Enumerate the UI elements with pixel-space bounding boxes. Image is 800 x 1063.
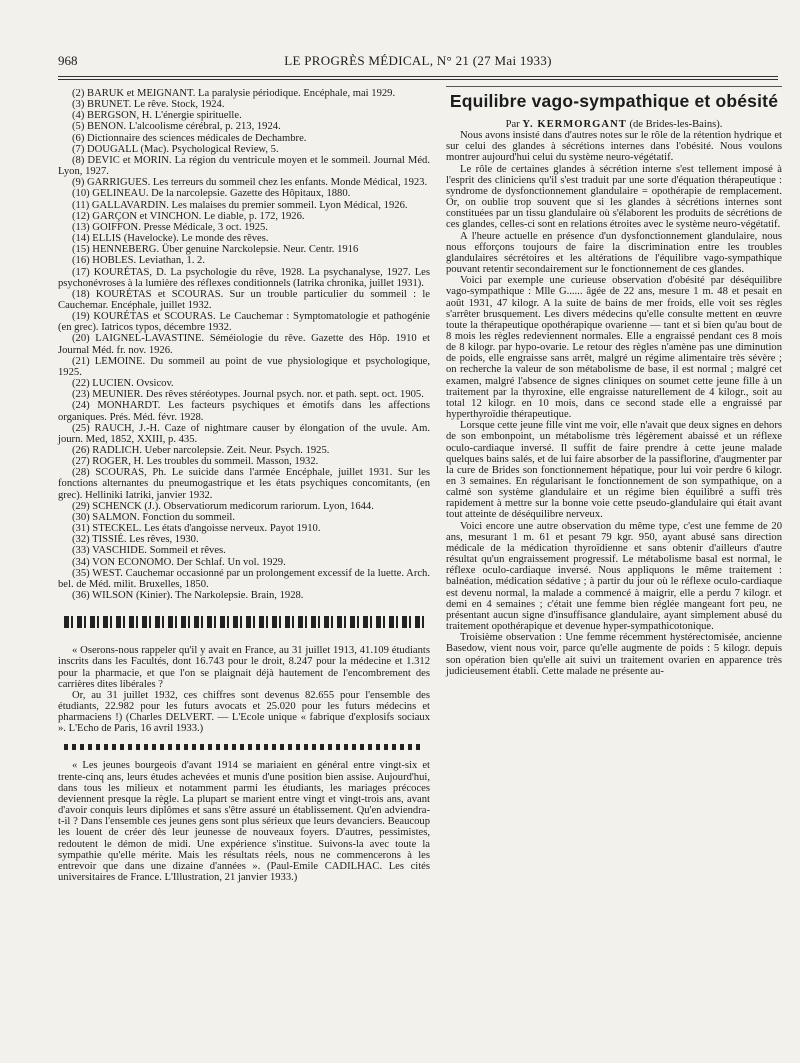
right-column — [446, 91, 782, 677]
reference-item: (25) RAUCH, J.-H. Caze of nightmare causer by élongation of the uvule. Am. journ. Med, 1852, XXIII, p. 435. — [58, 422, 430, 445]
reference-item: (14) ELLIS (Havelocke). Le monde des rêves. — [72, 233, 269, 245]
reference-item: (26) RADLICH. Ueber narcolepsie. Zeit. Neur. Psych. 1925. — [72, 445, 330, 456]
article-body — [446, 130, 782, 677]
reference-item: (11) GALLAVARDIN. Les malaises du premier sommeil. Lyon Médical, 1926. — [72, 199, 408, 211]
reference-item: (4) BERGSON, H. L'énergie spirituelle. — [72, 110, 242, 122]
reference-list — [58, 88, 430, 601]
reference-item: (12) GARÇON et VINCHON. Le diable, p. 172, 1926. — [72, 210, 305, 222]
byline — [446, 119, 782, 130]
running-title: LE PROGRÈS MÉDICAL, N° 21 (27 Mai 1933) — [284, 53, 552, 68]
article-author: Y. KERMORGANT — [522, 119, 627, 130]
page-number: 968 — [58, 53, 78, 68]
reference-item: (21) LEMOINE. Du sommeil au point de vue physiologique et psychologique, 1925. — [58, 355, 430, 378]
reference-item: (29) SCHENCK (J.). Observatiorum medicorum rariorum. Lyon, 1644. — [72, 500, 374, 512]
header-rule-double — [58, 79, 778, 80]
reference-item: (36) WILSON (Kinier). The Narkolepsie. Brain, 1928. — [72, 590, 304, 602]
reference-item: (9) GARRIGUES. Les terreurs du sommeil chez les enfants. Monde Médical, 1923. — [72, 177, 428, 189]
reference-item: (2) BARUK et MEIGNANT. La paralysie périodique. Encéphale, mai 1929. — [72, 88, 396, 99]
article-paragraph: Le rôle de certaines glandes à sécrétion interne s'est tellement imposé à l'esprit des cliniciens qu'il s'est traduit par une sorte d'équation thérapeutique : syndrome de dysfonctionnement glandulaire = opothérapie de remplacement. Or, on oublie trop souvent que si les glandes à sécrétions internes sont constituées par un tissu glandulaire où s'élaborent les produits de sécrétions de ces glandes, celles-ci sont en relations étroites avec le système neuro-végétatif. — [446, 163, 782, 231]
reference-item: (3) BRUNET. Le rêve. Stock, 1924. — [72, 99, 225, 111]
quote-delvert — [58, 645, 430, 734]
author-affiliation: (de Brides-les-Bains). — [629, 119, 723, 130]
reference-item: (34) VON ECONOMO. Der Schlaf. Un vol. 1929. — [72, 556, 286, 568]
reference-item: (20) LAIGNEL-LAVASTINE. Séméiologie du rêve. Gazette des Hôp. 1910 et Journal Méd. fr. nov. 1926. — [58, 333, 430, 356]
reference-item: (33) VASCHIDE. Sommeil et rêves. — [72, 545, 226, 557]
reference-item: (6) Dictionnaire des sciences médicales de Dechambre. — [72, 132, 307, 144]
reference-item: (31) STECKEL. Les états d'angoisse nerveux. Payot 1910. — [72, 523, 321, 535]
article-top-rule — [446, 86, 782, 87]
quote-cadilhac: « Les jeunes bourgeois d'avant 1914 se mariaient en général entre vingt-six et trente-cinq ans, leurs études achevées et munis d'une position bien assise. Aujourd'hui, dans tous les milieux et notamment parmi les étudiants, les mariages précoces deviennent presque la règle. La plupart se marient entre vingt et vingt-trois ans, avant d'avoir conquis leurs diplômes et sans s'être assuré un établissement. Qu'en adviendra-t-il ? Dans l'ensemble ces jeunes gens sont plus sérieux que leurs devanciers. Beaucoup les louent de créer dès leur jeunesse de nouveaux foyers. D'autres, pessimistes, redoutent le démon de midi. Une expérience s'institue. Suivons-la avec toute la sympathie qu'elle mérite. Mais les résultats réels, nous ne commencerons à les entrevoir que dans une dizaine d'années ». (Paul-Emile CADILHAC. Les cités universitaires de France. L'Illustration, 21 janvier 1933.) — [58, 760, 430, 883]
reference-item: (15) HENNEBERG. Über genuine Narckolepsie. Neur. Centr. 1916 — [72, 244, 359, 256]
article-paragraph: A l'heure actuelle en présence d'un dysfonctionnement glandulaire, nous nous efforçons toujours de faire la discrimination entre les troubles glandulaires sécrétoires et les altérations de l'équilibre vago-sympathique pouvant retentir secondairement sur le fonctionnement de ces glandes. — [446, 230, 782, 276]
reference-item: (8) DEVIC et MORIN. La région du ventricule moyen et le sommeil. Journal Méd. Lyon, 1927. — [58, 154, 430, 178]
header-rule — [58, 76, 778, 77]
article-paragraph: Troisième observation : Une femme récemment hystérectomisée, ancienne Basedow, vient nous voir, parce qu'elle augmente de poids : 5 kilogr. depuis son opération bien qu'elle ait suivi un traitement ovarien en apparence très judicieusement établi. Cette malade ne présente au- — [446, 632, 782, 677]
byline-prefix: Par — [505, 119, 520, 130]
article-paragraph: Voici encore une autre observation du même type, c'est une femme de 20 ans, mesurant 1 m. 61 et pesant 79 kgr. 950, ayant abusé sans direction médicale de la médication thyroïdienne et sans obtenir d'ailleurs d'autre résultat qu'un engraissement progressif. Le métabolisme basal est normal, le réflexe oculo-cardiaque inversé. Nous appliquons le même traitement : balnéation, médication sédative ; à partir du jour où le réflexe oculo-cardiaque est devenu normal, la malade a commencé à maigrir, elle a perdu 7 kilogr. et demi en 4 semaines ; c'était une femme bien réglée mangeant fort peu, ne présentant aucun signe d'insuffisance glandulaire, ayant simplement abusé du traitement opothérapique et devenue hyper-sympathicotonique. — [446, 520, 782, 633]
article-paragraph: Lorsque cette jeune fille vint me voir, elle n'avait que deux signes en dehors de son embonpoint, un métabolisme très légèrement abaissé et un réflexe oculo-cardiaque inversé. Il suffit de faire prendre à cette jeune malade quelques bains salés, et de lui faire absorber de la passiflorine, d'augmenter par la cure de Brides son fonctionnement hépatique, pour lui voir perdre 6 kilogr. en 3 semaines. En régularisant le fonctionnement de son sympathique, on a calmé son système glandulaire et un régime bien équilibré a suffi très rapidement à mettre sur la bonne voie cette pseudo-glandulaire qui était avant tout atteinte de déséquilibre nerveux. — [446, 420, 782, 521]
ornamental-divider — [64, 611, 424, 633]
reference-item: (28) SCOURAS, Ph. Le suicide dans l'armée Encéphale, juillet 1931. Sur les fonctions alternantes du pneumogastrique et les états psychiques concomitants, (en grec). Helliniki Iatriki, janvier 1932. — [58, 467, 430, 501]
reference-item: (16) HOBLES. Leviathan, 1. 2. — [72, 255, 205, 267]
article-paragraph: Nous avons insisté dans d'autres notes sur le rôle de la rétention hydrique et sur celui des glandes à sécrétions internes dans l'obésité. Nous voulons montrer aujourd'hui celui du système neuro-végétatif. — [446, 130, 782, 164]
reference-item: (7) DOUGALL (Mac). Psychological Review, 5. — [72, 143, 279, 155]
reference-item: (22) LUCIEN. Ovsicov. — [72, 378, 174, 390]
quote-paragraph: Or, au 31 juillet 1932, ces chiffres sont devenus 82.655 pour l'ensemble des étudiants, 22.982 pour les futurs avocats et 25.020 pour les futurs médecins et pharmaciens !) (Charles DELVERT. — L'Ecole unique « fabrique d'explosifs sociaux ». L'Echo de Paris, 16 avril 1933.) — [58, 689, 430, 735]
reference-item: (10) GELINEAU. De la narcolepsie. Gazette des Hôpitaux, 1880. — [72, 188, 351, 200]
reference-item: (27) ROGER, H. Les troubles du sommeil. Masson, 1932. — [72, 456, 319, 468]
reference-item: (18) KOURÉTAS et SCOURAS. Sur un trouble particulier du sommeil : le Cauchemar. Encéphale, juillet 1932. — [58, 288, 430, 311]
reference-item: (17) KOURÉTAS, D. La psychologie du rêve, 1928. La psychanalyse, 1927. Les psychonévroses à la lumière des réflexes conditionnels (Iatrika chronika, juillet 1931). — [58, 266, 430, 289]
reference-item: (5) BENON. L'alcoolisme cérébral, p. 213, 1924. — [72, 121, 281, 133]
reference-item: (13) GOIFFON. Presse Médicale, 3 oct. 1925. — [72, 221, 268, 233]
article-title: Equilibre vago-sympathique et obésité — [449, 91, 779, 111]
running-header — [58, 53, 778, 73]
reference-item: (24) MONHARDT. Les facteurs psychiques et émotifs dans les affections organiques. Prés. Méd. févr. 1928. — [58, 400, 430, 423]
quote-paragraph: « Oserons-nous rappeler qu'il y avait en France, au 31 juillet 1913, 41.109 étudiants inscrits dans les Facultés, dont 16.743 pour le droit, 8.247 pour la médecine et 1.312 pour la pharmacie, et que l'on se plaignait déjà hautement de l'encombrement des carrières dites libérales ? — [58, 645, 430, 690]
reference-item: (32) TISSIÉ. Les rêves, 1930. — [72, 534, 199, 546]
reference-item: (23) MEUNIER. Des rêves stéréotypes. Journal psych. nor. et path. sept. oct. 1905. — [72, 389, 424, 401]
dotted-divider — [64, 744, 424, 750]
left-column — [58, 88, 430, 883]
article-paragraph: Voici par exemple une curieuse observation d'obésité par déséquilibre vago-sympathique : Mlle G...... âgée de 22 ans, mesure 1 m. 48 et pesait en août 1931, 47 kilogr. A la suite de bains de mer froids, elle voit ses règles s'arrêter brusquement. Les divers médecins qu'elle consulte mettent en œuvre toute la thérapeutique opothérapique ovarienne — tant et si bien qu'au bout de 8 mois les règles redeviennent normales. Elle a engraissé pendant ces 8 mois de 8 kilogr. par hypo-ovarie. Le retour des règles n'amène pas une diminution de poids, elle engraisse sans arrêt, malgré un régime alimentaire très sévère ; on recherche la valeur de son métabolisme de base, il est normal ; malgré cet examen, malgré l'absence de signes cliniques on soumet cette jeune fille à un traitement par la thyroxine, elle engraisse naturellement de 4 kilogr., soit au total 12 kilogr. en 10 mois, dans ce second stade elle a engraissé par hyperthyroïdie thérapeutique. — [446, 275, 782, 421]
reference-item: (30) SALMON. Fonction du sommeil. — [72, 511, 236, 523]
reference-item: (35) WEST. Cauchemar occasionné par un prolongement excessif de la luette. Arch. bel. de Méd. milit. Bruxelles, 1850. — [58, 567, 430, 590]
reference-item: (19) KOURÉTAS et SCOURAS. Le Cauchemar : Symptomatologie et pathogénie (en grec). Iatricos typos, décembre 1932. — [58, 311, 430, 334]
